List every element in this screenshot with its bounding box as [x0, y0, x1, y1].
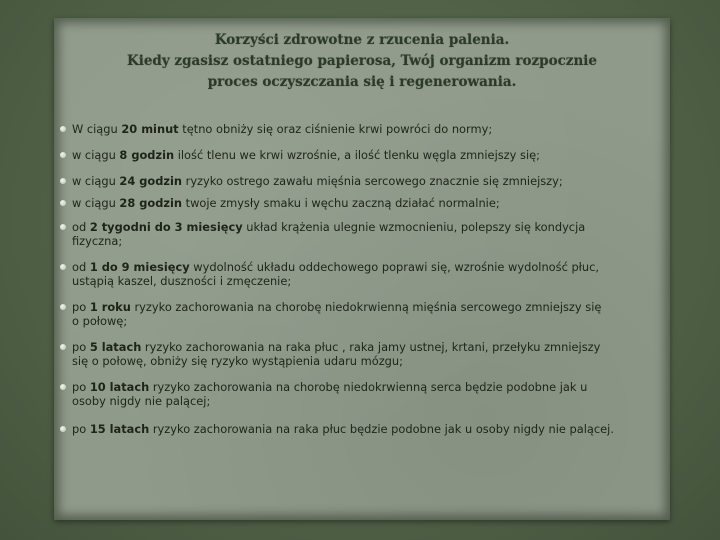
bullet-icon	[60, 304, 66, 310]
title-line: Korzyści zdrowotne z rzucenia palenia.	[214, 32, 510, 48]
title-line: proces oczyszczania się i regenerowania.	[207, 74, 517, 90]
bullet-icon	[60, 152, 66, 158]
item-text-continued: osoby nigdy nie palącej;	[72, 394, 211, 408]
item-text: w ciągu 8 godzin ilość tlenu we krwi wzrośnie, a ilość tlenku węgla zmniejszy się;	[72, 148, 540, 162]
bullet-icon	[60, 126, 66, 132]
item-text: po 5 latach ryzyko zachorowania na raka płuc , raka jamy ustnej, krtani, przełyku zmniejszy	[72, 340, 601, 354]
item-time: 10 latach	[89, 380, 150, 394]
bullet-icon	[60, 200, 66, 206]
bullet-icon	[60, 264, 66, 270]
list-item	[60, 380, 712, 408]
list-item	[60, 340, 712, 368]
item-time: 24 godzin	[119, 174, 183, 188]
bullet-icon	[60, 178, 66, 184]
list-item	[60, 422, 712, 436]
item-time: 28 godzin	[119, 196, 183, 210]
item-text: W ciągu 20 minut tętno obniży się oraz ciśnienie krwi powróci do normy;	[72, 122, 493, 136]
list-item	[60, 174, 712, 188]
bullet-icon	[60, 224, 66, 230]
list-item	[60, 300, 712, 328]
item-text: od 2 tygodni do 3 miesięcy układ krążenia ulegnie wzmocnieniu, polepszy się kondycja	[72, 220, 586, 234]
item-text: po 10 latach ryzyko zachorowania na chorobę niedokrwienną serca będzie podobne jak u	[72, 380, 588, 394]
item-text: po 1 roku ryzyko zachorowania na chorobę niedokrwienną mięśnia sercowego zmniejszy się	[72, 300, 602, 314]
item-text-continued: fizyczna;	[72, 234, 123, 248]
bullet-icon	[60, 344, 66, 350]
item-time: 2 tygodni do 3 miesięcy	[89, 220, 243, 234]
list-item	[60, 220, 712, 248]
item-time: 1 do 9 miesięcy	[89, 260, 190, 274]
slide-title	[54, 30, 670, 93]
bullet-icon	[60, 426, 66, 432]
item-text-continued: ustąpią kaszel, duszności i zmęczenie;	[72, 274, 292, 288]
item-text-continued: się o połowę, obniży się ryzyko wystąpienia udaru mózgu;	[72, 354, 403, 368]
list-item	[60, 122, 712, 136]
list-item	[60, 148, 712, 162]
item-text: od 1 do 9 miesięcy wydolność układu oddechowego poprawi się, wzrośnie wydolność płuc,	[72, 260, 600, 274]
item-text: w ciągu 24 godzin ryzyko ostrego zawału mięśnia sercowego znacznie się zmniejszy;	[72, 174, 563, 188]
item-text: w ciągu 28 godzin twoje zmysły smaku i węchu zaczną działać normalnie;	[72, 196, 500, 210]
item-time: 8 godzin	[119, 148, 175, 162]
item-text: po 15 latach ryzyko zachorowania na raka płuc będzie podobne jak u osoby nigdy nie palącej.	[72, 422, 614, 436]
item-time: 20 minut	[121, 122, 179, 136]
list-item	[60, 260, 712, 288]
item-time: 5 latach	[89, 340, 142, 354]
item-time: 15 latach	[89, 422, 150, 436]
item-text-continued: o połowę;	[72, 314, 128, 328]
title-line: Kiedy zgasisz ostatniego papierosa, Twój organizm rozpocznie	[126, 53, 597, 69]
item-time: 1 roku	[89, 300, 131, 314]
bullet-icon	[60, 384, 66, 390]
list-item	[60, 196, 712, 210]
